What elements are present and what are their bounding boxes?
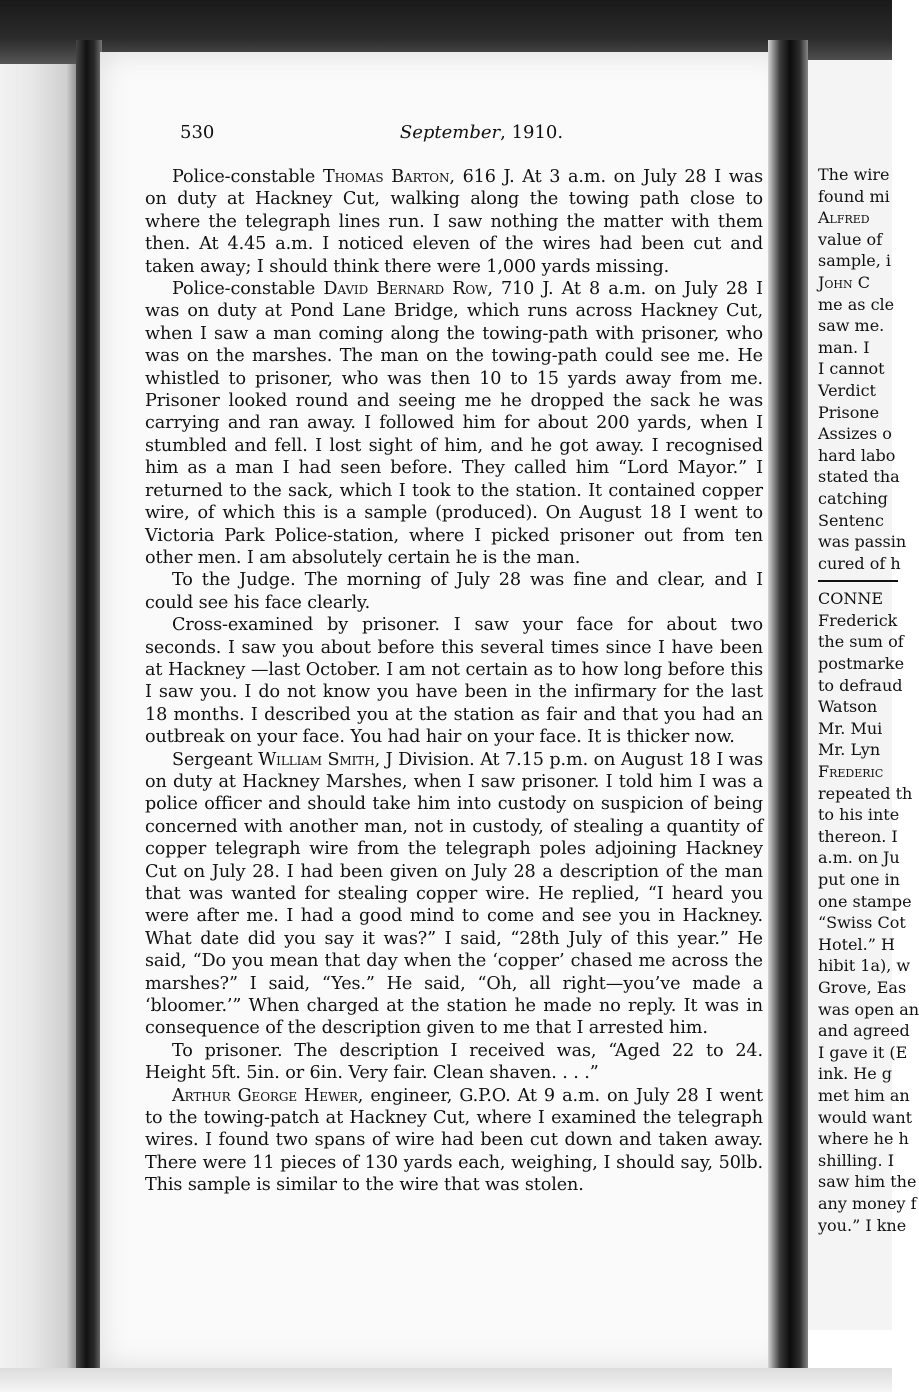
right-page-block-a: [818, 164, 907, 574]
right-page-line: put one in: [818, 870, 900, 889]
right-page-line: found mi: [818, 186, 890, 206]
right-page-line: saw him the: [818, 1172, 917, 1192]
right-page-line: Prisone: [818, 402, 880, 422]
scan-bottom-shade: [0, 1368, 892, 1392]
cross-examination: Cross-examined by prisoner. I saw your face for about two seconds. I saw you about before this several times since I have been at Hackney —last October. I am not certain as to how long before this I saw you. I do not know you have been in the infirmary for the last 18 months. I described you at the station as fair and that you had an outbreak on your face. You had hair on your face. It is thicker now.: [145, 615, 763, 748]
right-page-line: catching: [818, 488, 888, 508]
right-page-line: Mr. Lyn: [818, 740, 881, 760]
running-head-year: , 1910.: [500, 122, 564, 143]
right-page-line: saw me.: [818, 316, 885, 336]
testimony-text: , 710 J. At 8 a.m. on July 28 I was on duty at Pond Lane Bridge, which runs across Hackney Cut, when I saw a man coming along the towing-path with prisoner, who was on the marshes. The man on the towing-path could see me. He whistled to prisoner, who was then 10 to 15 yards away from me. Prisoner looked round and seeing me he dropped the sack he was carrying and ran away. I followed him for about 200 yards, when I stumbled and fell. I lost sight of him, and he got away. I recognised him as a man I had seen before. They called him “Lord Mayor.” I returned to the sack, which I took to the station. It contained copper wire, of which this is a sample (produced). On August 18 I went to Victoria Park Police-station, where I picked prisoner out from ten other men. I am absolutely certain he is the man.: [145, 279, 763, 568]
witness-name: David Bernard Row: [323, 279, 488, 300]
right-page-line: would want: [818, 1107, 913, 1127]
right-page-line: CONNE: [818, 589, 884, 609]
right-page-line: ink. He g: [818, 1064, 893, 1084]
right-page-line: one stampe: [818, 891, 912, 911]
right-page-line: Verdict: [818, 380, 876, 400]
right-page-line: Mr. Mui: [818, 718, 883, 738]
right-page-text: [818, 164, 919, 1236]
running-head-month: September: [399, 122, 501, 143]
right-page-line: any money f: [818, 1193, 917, 1213]
testimony-barton: [145, 166, 763, 278]
right-page-line: to defraud: [818, 675, 903, 695]
right-page-line: Grove, Eas: [818, 977, 907, 997]
right-page-line: Watson: [818, 697, 878, 717]
right-page-line: The wire: [818, 165, 890, 184]
page-text: [145, 122, 763, 1197]
right-page-line: was passin: [818, 532, 907, 552]
witness-name: Thomas Barton: [322, 167, 450, 187]
right-page-line: where he h: [818, 1129, 909, 1149]
right-page-line: hard labo: [818, 445, 896, 465]
to-the-judge: To the Judge. The morning of July 28 was fine and clear, and I could see his face clearly.: [145, 570, 763, 613]
right-page-line: to his inte: [818, 805, 900, 825]
testimony-text: , engineer, G.P.O. At 9 a.m. on July 28 I went to the towing-patch at Hackney Cut, where I examined the telegraph wires. I found two spans of wire had been cut down and taken away. There were 11 pieces of 130 yards each, weighing, I should say, 50lb. This sample is similar to the wire that was stolen.: [145, 1085, 763, 1196]
right-page-line: Frederick: [818, 610, 898, 630]
right-page-line: value of: [818, 229, 883, 249]
right-page-line: Frederic: [818, 762, 884, 782]
witness-role: Police-constable: [172, 279, 316, 300]
right-page-line: “Swiss Cot: [818, 913, 906, 933]
right-page-line: stated tha: [818, 467, 900, 487]
right-page-line: I cannot: [818, 359, 885, 379]
right-page-line: hibit 1a), w: [818, 956, 911, 976]
right-page-line: met him an: [818, 1085, 910, 1105]
right-page-line: man. I: [818, 337, 870, 357]
right-page-block-b: [818, 588, 919, 1236]
running-head: [240, 122, 763, 144]
to-prisoner: To prisoner. The description I received was, “Aged 22 to 24. Height 5ft. 5in. or 6in. Very fair. Clean shaven. . . .”: [145, 1040, 763, 1084]
right-page-line: Sentenc: [818, 510, 884, 530]
testimony-smith: [145, 749, 763, 1040]
witness-role: Police-constable: [172, 167, 316, 187]
right-page-line: postmarke: [818, 654, 905, 674]
testimony-hewer: [145, 1085, 763, 1197]
right-page-line: was open an: [818, 999, 919, 1019]
right-page-line: Alfred: [818, 208, 870, 228]
witness-role: Sergeant: [172, 749, 253, 770]
right-page-line: shilling. I: [818, 1150, 895, 1170]
right-page-line: Assizes o: [818, 424, 892, 444]
page-header: [145, 122, 763, 156]
testimony-row: [145, 278, 763, 569]
book-gutter: [768, 40, 808, 1392]
witness-name: William Smith: [258, 749, 375, 770]
right-page-line: John C: [818, 272, 870, 292]
right-page-line: me as cle: [818, 294, 895, 314]
scan-left-margin: [0, 0, 78, 1392]
right-page-line: I gave it (E: [818, 1042, 908, 1062]
right-page-line: the sum of: [818, 632, 904, 652]
right-page-line: a.m. on Ju: [818, 848, 900, 868]
right-page-line: you.” I kne: [818, 1215, 907, 1235]
right-page-line: and agreed: [818, 1021, 910, 1041]
testimony-text: , J Division. At 7.15 p.m. on August 18 I was on duty at Hackney Marshes, when I saw prisoner. I told him I was a police officer and should take him into custody on suspicion of being concerned with another man, not in custody, of stealing a quantity of copper telegraph wire from the telegraph poles adjoining Hackney Cut on July 28. I had been given on July 28 a description of the man that was wanted for stealing copper wire. He replied, “I heard you were after me. I had a good mind to come and see you in Hackney. What date did you say it was?” I said, “28th July of this year.” He said, “Do you mean that day when the ‘copper’ chased me across the marshes?” I said, “Yes.” He said, “Oh, all right—you’ve made a ‘bloomer.’” When charged at the station he made no reply. It was in consequence of the description given to me that I arrested him.: [145, 749, 764, 1039]
section-rule: [818, 580, 898, 582]
witness-name: Arthur George Hewer: [172, 1085, 358, 1106]
right-page-line: Hotel.” H: [818, 934, 895, 954]
book-edge: [76, 40, 102, 1392]
right-page-line: thereon. I: [818, 826, 898, 846]
right-page-line: sample, i: [818, 251, 892, 271]
right-page-line: repeated th: [818, 783, 913, 803]
right-page-line: cured of h: [818, 553, 901, 573]
testimony-text: , 616 J. At 3 a.m. on July 28 I was on duty at Hackney Cut, walking along the towing path close to where the telegraph lines run. I saw nothing the matter with them then. At 4.45 a.m. I noticed eleven of the wires had been cut and taken away; I should think there were 1,000 yards missing.: [145, 167, 764, 277]
page-number: 530: [180, 122, 215, 143]
